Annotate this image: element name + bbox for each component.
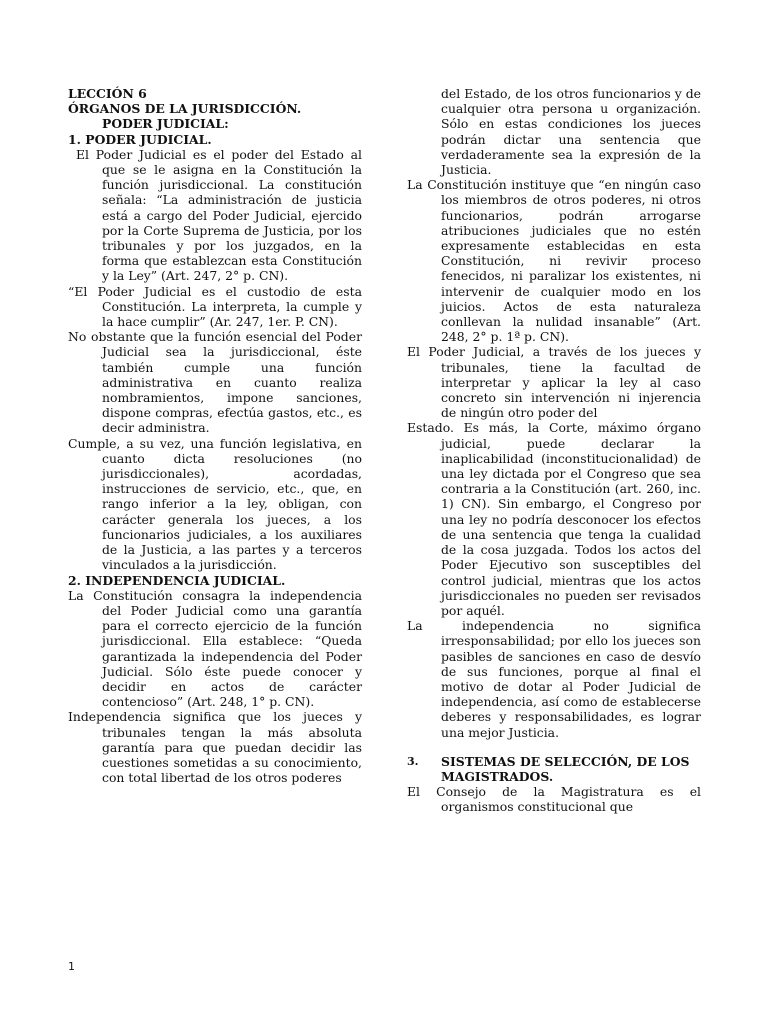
lesson-heading: LECCIÓN 6 <box>68 86 147 101</box>
paragraph: El Poder Judicial es el poder del Estado al que se le asigna en la Constitución la función jurisdiccional. La constitución señala: “La administración de justicia está a cargo del Poder Judicial, ejercido por la Corte Suprema de Justicia, por los tribunales y por los juzgados, en la forma que establezcan esta Constitución y la Ley” (Art. 247, 2° p. CN). <box>76 146 362 284</box>
paragraph: No obstante que la función esencial del Poder Judicial sea la jurisdiccional, éste también cumple una función administrativa en cuanto realiza nombramientos, impone sanciones, dispone compras, efectúa gastos, etc., es decir administra. <box>68 329 362 436</box>
paragraph: La Constitución consagra la independencia del Poder Judicial como una garantía para el correcto ejercicio de la función jurisdiccional. Ella establece: “Queda garantizada la independencia del Poder Judicial. Sólo éste puede conocer y decidir en actos de carácter contencioso” (Art. 248, 1° p. CN). <box>68 587 362 710</box>
paragraph: La Constitución instituye que “en ningún caso los miembros de otros poderes, ni otros funcionarios, podrán arrogarse atribuciones judiciales que no estén expresamente establecidas en esta Constitución, ni revivir proceso fenecidos, ni paralizar los existentes, ni intervenir de cualquier modo en los juicios. Actos de esta naturaleza conllevan la nulidad insanable” (Art. 248, 2° p. 1ª p. CN). <box>407 177 701 345</box>
paragraph: El Consejo de la Magistratura es el organismos constitucional que <box>407 784 701 815</box>
paragraph: del Estado, de los otros funcionarios y de cualquier otra persona u organización. Sólo en estas condiciones los jueces podrán dictar una sentencia que verdaderamente sea la expresión de la Justicia. <box>441 86 701 178</box>
right-column <box>407 86 701 815</box>
section-3-heading <box>407 754 701 784</box>
section-number: 3. <box>407 754 419 768</box>
paragraph: El Poder Judicial, a través de los jueces y tribunales, tiene la facultad de interpretar y aplicar la ley al caso concreto sin intervención ni injerencia de ningún otro poder del <box>407 344 701 421</box>
paragraph: Independencia significa que los jueces y tribunales tengan la más absoluta garantía para que puedan decidir las cuestiones sometidas a su conocimiento, con total libertad de los otros poderes <box>68 709 362 786</box>
chapter-title: ÓRGANOS DE LA JURISDICCIÓN. <box>68 101 302 117</box>
paragraph: Estado. Es más, la Corte, máximo órgano judicial, puede declarar la inaplicabilidad (inconstitucionalidad) de una ley dictada por el Congreso que sea contraria a la Constitución (art. 260, inc. 1) CN). Sin embargo, el Congreso por una ley no podría desconocer los efectos de una sentencia que tenga la cualidad de la cosa juzgada. Todos los actos del Poder Ejecutivo son susceptibles del control judicial, mientras que los actos jurisdiccionales no pueden ser revisados por aquél. <box>407 420 701 618</box>
paragraph: Cumple, a su vez, una función legislativa, en cuanto dicta resoluciones (no jurisdiccionales), acordadas, instrucciones de servicio, etc., que, en rango inferior a la ley, obligan, con carácter generala los jueces, a los funcionarios judiciales, a los auxiliares de la Justicia, a las partes y a terceros vinculados a la jurisdicción. <box>68 435 362 573</box>
section-2-heading: 2. INDEPENDENCIA JUDICIAL. <box>68 572 286 588</box>
left-column <box>68 86 362 785</box>
section-1-heading: 1. PODER JUDICIAL. <box>68 131 212 147</box>
chapter-subtitle: PODER JUDICIAL: <box>102 116 229 132</box>
section-title: SISTEMAS DE SELECCIÓN, DE LOS MAGISTRADOS. <box>441 753 690 784</box>
page-number: 1 <box>68 960 75 973</box>
paragraph: La independencia no significa irresponsabilidad; por ello los jueces son pasibles de sanciones en caso de desvío de sus funciones, porque al final el motivo de dotar al Poder Judicial de independencia, así como de establecerse deberes y responsabilidades, es lograr una mejor Justicia. <box>407 618 701 740</box>
paragraph: “El Poder Judicial es el custodio de esta Constitución. La interpreta, la cumple y la hace cumplir” (Ar. 247, 1er. P. CN). <box>68 283 362 330</box>
